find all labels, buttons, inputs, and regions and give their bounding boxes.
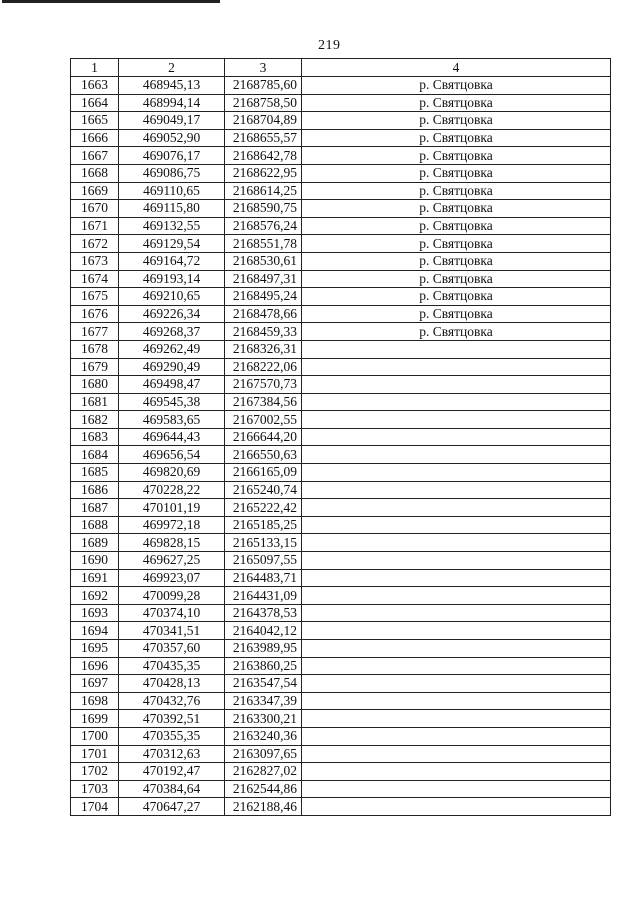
description-cell (302, 534, 611, 552)
column-header-3: 3 (225, 59, 302, 77)
y-coordinate-cell: 2168530,61 (225, 252, 302, 270)
table-row (71, 428, 611, 446)
description-cell (302, 516, 611, 534)
table-row (71, 147, 611, 165)
description-cell (302, 340, 611, 358)
y-coordinate-cell: 2164378,53 (225, 604, 302, 622)
point-number-cell: 1664 (71, 94, 119, 112)
x-coordinate-cell: 469290,49 (119, 358, 225, 376)
y-coordinate-cell: 2168704,89 (225, 112, 302, 130)
description-cell (302, 763, 611, 781)
description-cell (302, 428, 611, 446)
x-coordinate-cell: 470435,35 (119, 657, 225, 675)
y-coordinate-cell: 2168222,06 (225, 358, 302, 376)
description-cell (302, 657, 611, 675)
column-header-4: 4 (302, 59, 611, 77)
point-number-cell: 1689 (71, 534, 119, 552)
point-number-cell: 1667 (71, 147, 119, 165)
table-row (71, 305, 611, 323)
y-coordinate-cell: 2166165,09 (225, 464, 302, 482)
point-number-cell: 1681 (71, 393, 119, 411)
y-coordinate-cell: 2168576,24 (225, 217, 302, 235)
table-row (71, 534, 611, 552)
x-coordinate-cell: 469129,54 (119, 235, 225, 253)
table-row (71, 675, 611, 693)
y-coordinate-cell: 2165133,15 (225, 534, 302, 552)
point-number-cell: 1670 (71, 200, 119, 218)
description-cell: р. Святцовка (302, 112, 611, 130)
point-number-cell: 1695 (71, 640, 119, 658)
y-coordinate-cell: 2168622,95 (225, 164, 302, 182)
x-coordinate-cell: 469193,14 (119, 270, 225, 288)
point-number-cell: 1666 (71, 129, 119, 147)
point-number-cell: 1687 (71, 499, 119, 517)
table-row (71, 763, 611, 781)
description-cell: р. Святцовка (302, 217, 611, 235)
y-coordinate-cell: 2162827,02 (225, 763, 302, 781)
x-coordinate-cell: 469268,37 (119, 323, 225, 341)
table-row (71, 798, 611, 816)
y-coordinate-cell: 2168497,31 (225, 270, 302, 288)
scan-edge-line (2, 0, 220, 3)
table-row (71, 112, 611, 130)
x-coordinate-cell: 469972,18 (119, 516, 225, 534)
point-number-cell: 1702 (71, 763, 119, 781)
x-coordinate-cell: 469226,34 (119, 305, 225, 323)
x-coordinate-cell: 470374,10 (119, 604, 225, 622)
point-number-cell: 1691 (71, 569, 119, 587)
x-coordinate-cell: 470357,60 (119, 640, 225, 658)
x-coordinate-cell: 470647,27 (119, 798, 225, 816)
table-row (71, 200, 611, 218)
description-cell: р. Святцовка (302, 129, 611, 147)
point-number-cell: 1703 (71, 780, 119, 798)
y-coordinate-cell: 2164483,71 (225, 569, 302, 587)
table-row (71, 657, 611, 675)
y-coordinate-cell: 2168758,50 (225, 94, 302, 112)
table-row (71, 727, 611, 745)
description-cell: р. Святцовка (302, 288, 611, 306)
y-coordinate-cell: 2163347,39 (225, 692, 302, 710)
y-coordinate-cell: 2167384,56 (225, 393, 302, 411)
description-cell (302, 604, 611, 622)
x-coordinate-cell: 469210,65 (119, 288, 225, 306)
point-number-cell: 1684 (71, 446, 119, 464)
y-coordinate-cell: 2163547,54 (225, 675, 302, 693)
x-coordinate-cell: 469262,49 (119, 340, 225, 358)
x-coordinate-cell: 470355,35 (119, 727, 225, 745)
table-row (71, 164, 611, 182)
x-coordinate-cell: 470099,28 (119, 587, 225, 605)
description-cell (302, 393, 611, 411)
y-coordinate-cell: 2164431,09 (225, 587, 302, 605)
description-cell (302, 464, 611, 482)
x-coordinate-cell: 469820,69 (119, 464, 225, 482)
point-number-cell: 1678 (71, 340, 119, 358)
y-coordinate-cell: 2165240,74 (225, 481, 302, 499)
point-number-cell: 1685 (71, 464, 119, 482)
table-row (71, 745, 611, 763)
point-number-cell: 1701 (71, 745, 119, 763)
table-row (71, 182, 611, 200)
point-number-cell: 1665 (71, 112, 119, 130)
point-number-cell: 1680 (71, 376, 119, 394)
x-coordinate-cell: 469076,17 (119, 147, 225, 165)
x-coordinate-cell: 469498,47 (119, 376, 225, 394)
table-row (71, 77, 611, 95)
x-coordinate-cell: 470428,13 (119, 675, 225, 693)
point-number-cell: 1663 (71, 77, 119, 95)
point-number-cell: 1688 (71, 516, 119, 534)
table-row (71, 640, 611, 658)
x-coordinate-cell: 469644,43 (119, 428, 225, 446)
x-coordinate-cell: 470341,51 (119, 622, 225, 640)
point-number-cell: 1677 (71, 323, 119, 341)
page-number: 219 (318, 38, 341, 53)
point-number-cell: 1699 (71, 710, 119, 728)
y-coordinate-cell: 2163989,95 (225, 640, 302, 658)
table-row (71, 376, 611, 394)
description-cell: р. Святцовка (302, 147, 611, 165)
y-coordinate-cell: 2168459,33 (225, 323, 302, 341)
y-coordinate-cell: 2168642,78 (225, 147, 302, 165)
description-cell (302, 446, 611, 464)
y-coordinate-cell: 2165222,42 (225, 499, 302, 517)
description-cell (302, 745, 611, 763)
description-cell (302, 640, 611, 658)
x-coordinate-cell: 469110,65 (119, 182, 225, 200)
x-coordinate-cell: 469828,15 (119, 534, 225, 552)
y-coordinate-cell: 2165097,55 (225, 552, 302, 570)
point-number-cell: 1698 (71, 692, 119, 710)
description-cell: р. Святцовка (302, 200, 611, 218)
point-number-cell: 1692 (71, 587, 119, 605)
description-cell: р. Святцовка (302, 164, 611, 182)
description-cell (302, 358, 611, 376)
description-cell: р. Святцовка (302, 305, 611, 323)
x-coordinate-cell: 470228,22 (119, 481, 225, 499)
table-row (71, 604, 611, 622)
point-number-cell: 1683 (71, 428, 119, 446)
point-number-cell: 1700 (71, 727, 119, 745)
point-number-cell: 1690 (71, 552, 119, 570)
y-coordinate-cell: 2168478,66 (225, 305, 302, 323)
y-coordinate-cell: 2163300,21 (225, 710, 302, 728)
point-number-cell: 1671 (71, 217, 119, 235)
table-row (71, 710, 611, 728)
x-coordinate-cell: 469086,75 (119, 164, 225, 182)
description-cell (302, 798, 611, 816)
y-coordinate-cell: 2168326,31 (225, 340, 302, 358)
y-coordinate-cell: 2168614,25 (225, 182, 302, 200)
point-number-cell: 1675 (71, 288, 119, 306)
point-number-cell: 1673 (71, 252, 119, 270)
table-row (71, 516, 611, 534)
table-row (71, 552, 611, 570)
column-header-2: 2 (119, 59, 225, 77)
point-number-cell: 1686 (71, 481, 119, 499)
x-coordinate-cell: 469545,38 (119, 393, 225, 411)
y-coordinate-cell: 2163860,25 (225, 657, 302, 675)
table-row (71, 587, 611, 605)
table-row (71, 217, 611, 235)
y-coordinate-cell: 2167002,55 (225, 411, 302, 429)
description-cell: р. Святцовка (302, 323, 611, 341)
y-coordinate-cell: 2163097,65 (225, 745, 302, 763)
y-coordinate-cell: 2168785,60 (225, 77, 302, 95)
description-cell: р. Святцовка (302, 182, 611, 200)
x-coordinate-cell: 469627,25 (119, 552, 225, 570)
description-cell (302, 552, 611, 570)
y-coordinate-cell: 2168495,24 (225, 288, 302, 306)
description-cell (302, 499, 611, 517)
y-coordinate-cell: 2163240,36 (225, 727, 302, 745)
point-number-cell: 1676 (71, 305, 119, 323)
y-coordinate-cell: 2164042,12 (225, 622, 302, 640)
table-row (71, 569, 611, 587)
x-coordinate-cell: 469052,90 (119, 129, 225, 147)
point-number-cell: 1693 (71, 604, 119, 622)
description-cell: р. Святцовка (302, 270, 611, 288)
table-row (71, 446, 611, 464)
column-header-1: 1 (71, 59, 119, 77)
point-number-cell: 1674 (71, 270, 119, 288)
x-coordinate-cell: 469656,54 (119, 446, 225, 464)
table-header-row (71, 59, 611, 77)
description-cell: р. Святцовка (302, 252, 611, 270)
y-coordinate-cell: 2165185,25 (225, 516, 302, 534)
table-row (71, 288, 611, 306)
point-number-cell: 1704 (71, 798, 119, 816)
x-coordinate-cell: 469049,17 (119, 112, 225, 130)
description-cell (302, 569, 611, 587)
y-coordinate-cell: 2162188,46 (225, 798, 302, 816)
y-coordinate-cell: 2168551,78 (225, 235, 302, 253)
x-coordinate-cell: 470384,64 (119, 780, 225, 798)
description-cell (302, 727, 611, 745)
table-row (71, 622, 611, 640)
description-cell (302, 376, 611, 394)
description-cell: р. Святцовка (302, 94, 611, 112)
x-coordinate-cell: 469583,65 (119, 411, 225, 429)
y-coordinate-cell: 2166644,20 (225, 428, 302, 446)
point-number-cell: 1682 (71, 411, 119, 429)
table-row (71, 411, 611, 429)
point-number-cell: 1679 (71, 358, 119, 376)
table-body (71, 77, 611, 816)
x-coordinate-cell: 469132,55 (119, 217, 225, 235)
description-cell (302, 780, 611, 798)
table-row (71, 358, 611, 376)
table-row (71, 340, 611, 358)
table-row (71, 780, 611, 798)
description-cell (302, 675, 611, 693)
description-cell (302, 481, 611, 499)
table-row (71, 393, 611, 411)
point-number-cell: 1672 (71, 235, 119, 253)
table-row (71, 499, 611, 517)
y-coordinate-cell: 2168655,57 (225, 129, 302, 147)
description-cell (302, 411, 611, 429)
table-row (71, 235, 611, 253)
description-cell: р. Святцовка (302, 77, 611, 95)
coordinates-table (70, 58, 611, 816)
x-coordinate-cell: 470432,76 (119, 692, 225, 710)
x-coordinate-cell: 469164,72 (119, 252, 225, 270)
x-coordinate-cell: 468945,13 (119, 77, 225, 95)
table-row (71, 323, 611, 341)
table-row (71, 464, 611, 482)
y-coordinate-cell: 2167570,73 (225, 376, 302, 394)
point-number-cell: 1696 (71, 657, 119, 675)
point-number-cell: 1669 (71, 182, 119, 200)
table-row (71, 252, 611, 270)
y-coordinate-cell: 2162544,86 (225, 780, 302, 798)
x-coordinate-cell: 469923,07 (119, 569, 225, 587)
y-coordinate-cell: 2168590,75 (225, 200, 302, 218)
description-cell (302, 622, 611, 640)
table-row (71, 692, 611, 710)
x-coordinate-cell: 468994,14 (119, 94, 225, 112)
x-coordinate-cell: 470392,51 (119, 710, 225, 728)
description-cell (302, 587, 611, 605)
description-cell (302, 692, 611, 710)
table-row (71, 129, 611, 147)
description-cell: р. Святцовка (302, 235, 611, 253)
point-number-cell: 1668 (71, 164, 119, 182)
table-row (71, 481, 611, 499)
x-coordinate-cell: 470101,19 (119, 499, 225, 517)
description-cell (302, 710, 611, 728)
y-coordinate-cell: 2166550,63 (225, 446, 302, 464)
point-number-cell: 1694 (71, 622, 119, 640)
table-row (71, 94, 611, 112)
table-row (71, 270, 611, 288)
x-coordinate-cell: 469115,80 (119, 200, 225, 218)
x-coordinate-cell: 470312,63 (119, 745, 225, 763)
point-number-cell: 1697 (71, 675, 119, 693)
x-coordinate-cell: 470192,47 (119, 763, 225, 781)
